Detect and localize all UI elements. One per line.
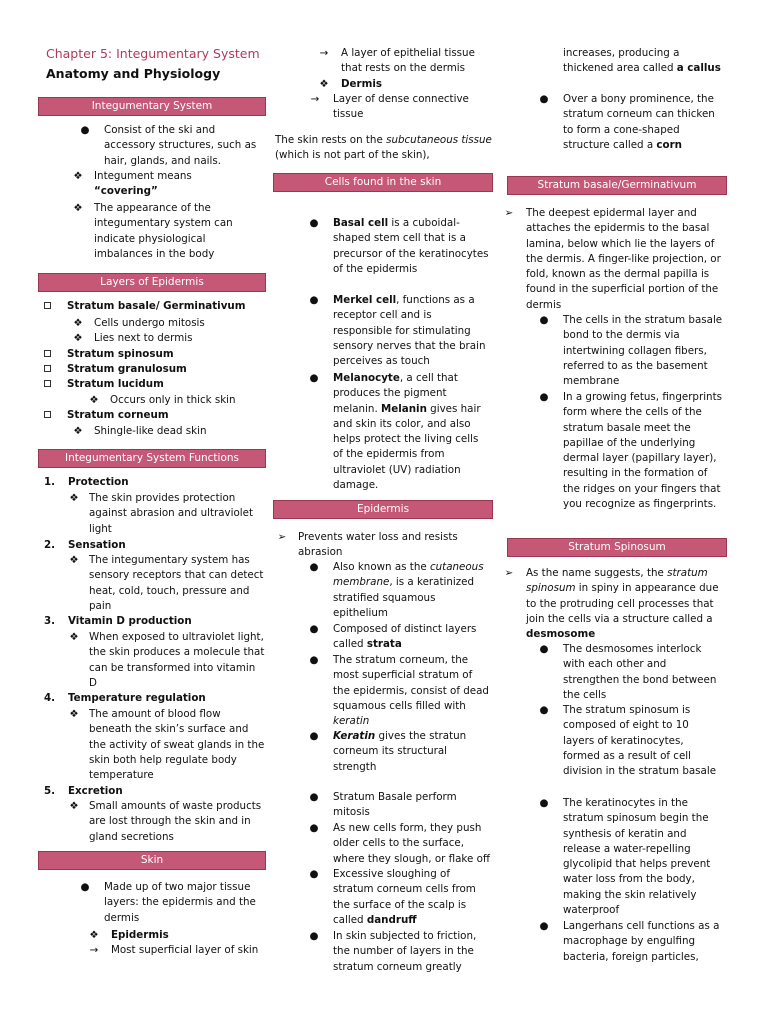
- diamond-bullet-icon: ❖: [89, 394, 99, 406]
- corn-text: Over a bony prominence, the stratum corneum can thicken to form a cone-shaped structure called a corn: [563, 93, 715, 151]
- section-heading-cells: Cells found in the skin: [273, 173, 493, 192]
- section-heading-integumentary-system: Integumentary System: [38, 97, 266, 116]
- bullet: ●: [539, 704, 549, 716]
- document-subtitle: Anatomy and Physiology: [46, 66, 221, 81]
- bullet: ●: [309, 217, 319, 229]
- chapter-title: Chapter 5: Integumentary System: [46, 46, 260, 61]
- section-heading-layers-of-epidermis: Layers of Epidermis: [38, 273, 266, 292]
- arrow-bullet-icon: →: [310, 93, 320, 105]
- diamond-bullet-icon: ❖: [73, 425, 83, 437]
- spinosum-bullet-3: The keratinocytes in the stratum spinosum begin the synthesis of keratin and release a water-repelling glycolipid that helps prevent water loss from the body, making the skin relatively waterproof: [563, 797, 711, 917]
- arrow-bullet-icon: →: [319, 47, 329, 59]
- layer-basale: Stratum basale/ Germinativum: [67, 300, 246, 312]
- function-3-number: 3.: [44, 615, 56, 627]
- layer-corneum-sub-1: Shingle-like dead skin: [94, 425, 207, 437]
- diamond-bullet-icon: ❖: [69, 554, 79, 566]
- checkbox-square-icon: [42, 299, 52, 314]
- basale-bullet-2: In a growing fetus, fingerprints form where the cells of the stratum basale meet the papillae of the underlying dermal layer (papillary layer), resulting in the formation of the ridges on your fingers that you recognize as fingerprints.: [563, 391, 722, 511]
- diamond-bullet-icon: ❖: [73, 317, 83, 329]
- diamond-bullet-icon: ❖: [319, 78, 329, 90]
- integ-bullet-1: Consist of the ski and accessory structures, such as hair, glands, and nails.: [104, 124, 257, 167]
- bullet: ●: [80, 881, 90, 893]
- dermis-label: Dermis: [341, 78, 382, 90]
- subcutaneous-note: The skin rests on the subcutaneous tissue (which is not part of the skin),: [275, 134, 492, 162]
- section-heading-skin: Skin: [38, 851, 266, 870]
- basale-bullet-1: The cells in the stratum basale bond to the dermis via intertwining collagen fibers, referred to as the basement membrane: [563, 314, 723, 388]
- checkbox-square-icon: [42, 377, 52, 392]
- bullet: ●: [539, 797, 549, 809]
- diamond-bullet-icon: ❖: [69, 492, 79, 504]
- bullet: ●: [539, 643, 549, 655]
- diamond-bullet-icon: ❖: [73, 170, 83, 182]
- spinosum-intro: As the name suggests, the stratum spinosum in spiny in appearance due to the protruding cell processes that join the cells via a structure called a desmosome: [526, 567, 719, 641]
- bullet: ●: [309, 930, 319, 942]
- diamond-bullet-icon: ❖: [73, 332, 83, 344]
- function-4-number: 4.: [44, 692, 56, 704]
- cell-merkel: Merkel cell, functions as a receptor cell and is responsible for stimulating sensory nerves that the brain perceives as touch: [333, 294, 486, 368]
- layer-spinosum: Stratum spinosum: [67, 348, 174, 360]
- bullet: ●: [539, 314, 549, 326]
- function-5-number: 5.: [44, 785, 56, 797]
- layer-granulosum: Stratum granulosum: [67, 363, 187, 375]
- basale-intro: The deepest epidermal layer and attaches the epidermis to the basal lamina, below which lie the layers of the dermis. A finger-like projection, or fold, known as the dermal papilla is found in the superficial portion of the dermis: [526, 207, 721, 311]
- bullet: ●: [80, 124, 90, 136]
- function-5-desc: Small amounts of waste products are lost through the skin and in gland secretions: [89, 800, 262, 843]
- epidermis-keratin: Keratin gives the stratun corneum its structural strength: [333, 730, 467, 773]
- bullet: ●: [539, 93, 549, 105]
- bullet: ●: [309, 730, 319, 742]
- function-1-desc: The skin provides protection against abrasion and ultraviolet light: [89, 492, 254, 535]
- bullet: ●: [539, 920, 549, 932]
- bullet: ●: [309, 822, 319, 834]
- layer-lucidum: Stratum lucidum: [67, 378, 164, 390]
- arrowhead-bullet-icon: ➢: [504, 207, 514, 219]
- section-heading-epidermis: Epidermis: [273, 500, 493, 519]
- bullet: ●: [309, 294, 319, 306]
- function-2-title: Sensation: [68, 539, 126, 551]
- checkbox-square-icon: [42, 408, 52, 423]
- function-4-desc: The amount of blood flow beneath the skin’s surface and the activity of sweat glands in the skin both help regulate body temperature: [89, 708, 265, 782]
- bullet: ●: [309, 868, 319, 880]
- diamond-bullet-icon: ❖: [69, 800, 79, 812]
- epidermis-mitosis: Stratum Basale perform mitosis: [333, 791, 457, 819]
- arrowhead-bullet-icon: ➢: [277, 531, 287, 543]
- section-heading-stratum-basale: Stratum basale/Germinativum: [507, 176, 727, 195]
- spinosum-bullet-2: The stratum spinosum is composed of eight to 10 layers of keratinocytes, formed as a result of cell division in the stratum basale: [563, 704, 717, 778]
- cell-basal: Basal cell is a cuboidal-shaped stem cell that is a precursor of the keratinocytes of the epidermis: [333, 217, 489, 275]
- bullet: ●: [309, 791, 319, 803]
- function-1-title: Protection: [68, 476, 129, 488]
- checkbox-square-icon: [42, 362, 52, 377]
- function-5-title: Excretion: [68, 785, 123, 797]
- diamond-bullet-icon: ❖: [69, 631, 79, 643]
- skin-bullet-1: Made up of two major tissue layers: the epidermis and the dermis: [104, 881, 256, 924]
- diamond-bullet-icon: ❖: [73, 202, 83, 214]
- layer-corneum: Stratum corneum: [67, 409, 169, 421]
- arrowhead-bullet-icon: ➢: [504, 567, 514, 579]
- bullet: ●: [309, 623, 319, 635]
- cell-melanocyte: Melanocyte, a cell that produces the pigment melanin. Melanin gives hair and skin its color, and also helps protect the living cells of the epidermis from ultraviolet (UV) radiation damage.: [333, 372, 481, 492]
- epidermis-dandruff: Excessive sloughing of stratum corneum cells from the surface of the scalp is called dandruff: [333, 868, 476, 926]
- arrow-bullet-icon: →: [89, 944, 99, 956]
- function-1-number: 1.: [44, 476, 56, 488]
- spinosum-bullet-4: Langerhans cell functions as a macrophage by engulfing bacteria, foreign particles,: [563, 920, 720, 963]
- section-heading-stratum-spinosum: Stratum Spinosum: [507, 538, 727, 557]
- diamond-bullet-icon: ❖: [69, 708, 79, 720]
- epidermis-corneum: The stratum corneum, the most superficial stratum of the epidermis, consist of dead squamous cells filled with keratin: [333, 654, 489, 728]
- function-3-desc: When exposed to ultraviolet light, the skin produces a molecule that can be transformed into vitamin D: [89, 631, 265, 689]
- epidermis-intro: Prevents water loss and resists abrasion: [298, 531, 458, 559]
- function-3-title: Vitamin D production: [68, 615, 192, 627]
- integ-bullet-3: The appearance of the integumentary system can indicate physiological imbalances in the body: [94, 202, 233, 260]
- bullet: ●: [309, 372, 319, 384]
- layer-basale-sub-2: Lies next to dermis: [94, 332, 193, 344]
- spinosum-bullet-1: The desmosomes interlock with each other and strengthen the bond between the cells: [563, 643, 717, 701]
- epidermis-friction: In skin subjected to friction, the number of layers in the stratum corneum greatly: [333, 930, 477, 973]
- epidermis-strata: Composed of distinct layers called strata: [333, 623, 477, 651]
- bullet: ●: [309, 561, 319, 573]
- function-2-number: 2.: [44, 539, 56, 551]
- bullet: ●: [539, 391, 549, 403]
- epidermis-rests-on-dermis: A layer of epithelial tissue that rests on the dermis: [341, 47, 475, 75]
- integ-bullet-2: Integument means “covering”: [94, 170, 192, 198]
- layer-lucidum-sub-1: Occurs only in thick skin: [110, 394, 236, 406]
- function-4-title: Temperature regulation: [68, 692, 206, 704]
- diamond-bullet-icon: ❖: [89, 929, 99, 941]
- callus-text: increases, producing a thickened area called a callus: [563, 47, 721, 75]
- skin-epidermis: Epidermis: [111, 929, 169, 941]
- function-2-desc: The integumentary system has sensory receptors that can detect heat, cold, touch, pressure and pain: [89, 554, 264, 612]
- epidermis-push: As new cells form, they push older cells to the surface, where they slough, or flake off: [333, 822, 491, 865]
- bullet: ●: [309, 654, 319, 666]
- section-heading-functions: Integumentary System Functions: [38, 449, 266, 468]
- checkbox-square-icon: [42, 347, 52, 362]
- epidermis-aka: Also known as the cutaneous membrane, is a keratinized stratified squamous epithelium: [333, 561, 484, 619]
- dermis-desc: Layer of dense connective tissue: [333, 93, 469, 121]
- skin-epidermis-desc: Most superficial layer of skin: [111, 944, 259, 956]
- layer-basale-sub-1: Cells undergo mitosis: [94, 317, 205, 329]
